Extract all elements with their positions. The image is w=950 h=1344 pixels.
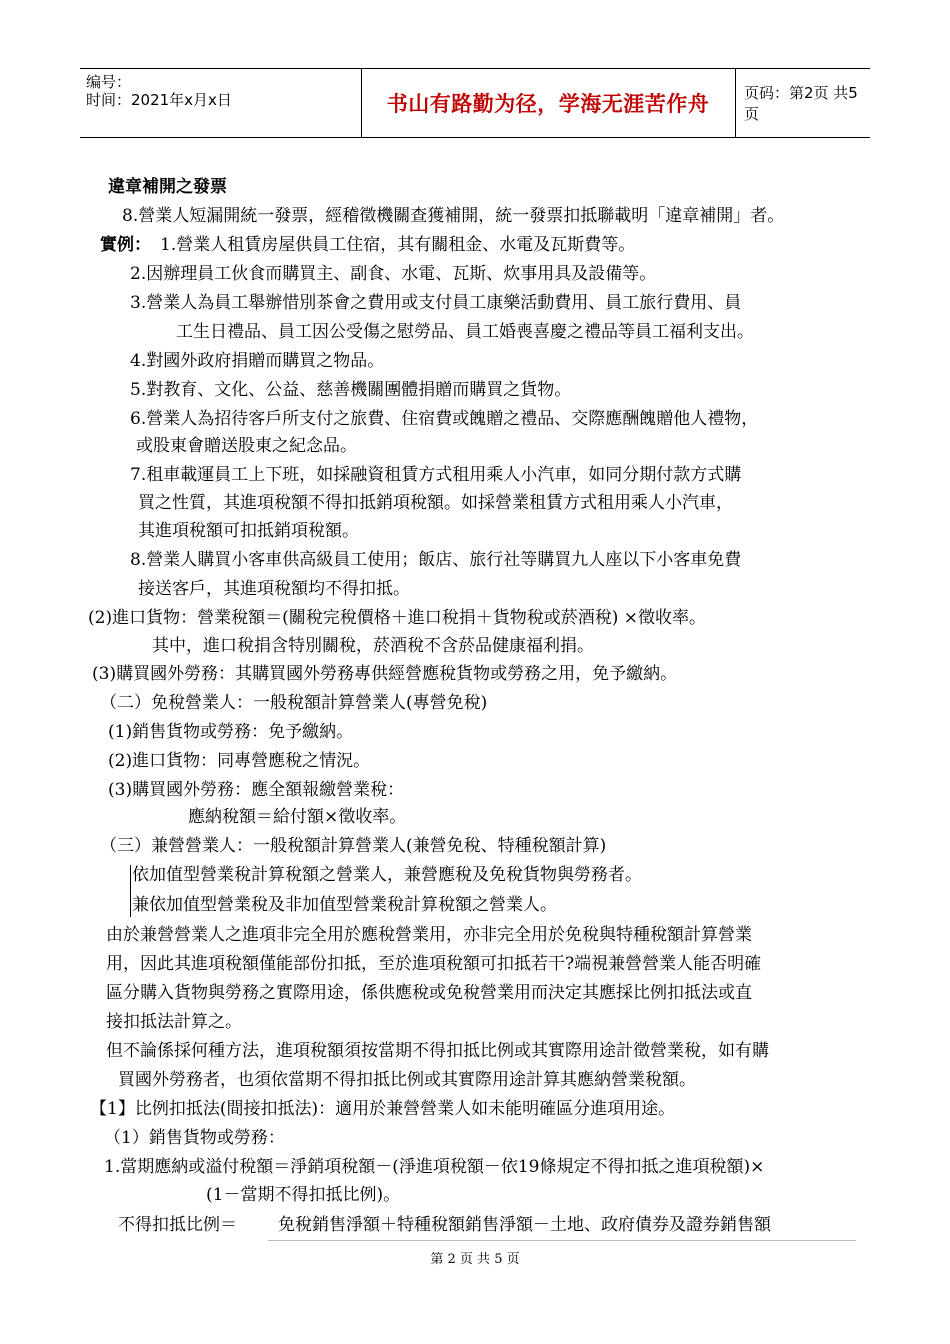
text-line: 1.營業人租賃房屋供員工住宿，其有關租金、水電及瓦斯費等。 [160,235,636,255]
formula-line: (1－當期不得扣抵比例)。 [206,1185,401,1205]
text-line: 接扣抵法計算之。 [106,1012,242,1032]
example-label: 實例： [100,235,151,255]
fraction-numerator: 免稅銷售淨額＋特種稅額銷售淨額－土地、政府債券及證券銷售額 [278,1215,771,1235]
text-line: 3.營業人為員工舉辦惜別茶會之費用或支付員工康樂活動費用、員工旅行費用、員 [130,293,742,313]
text-line: (3)購買國外勞務：其購買國外勞務專供經營應稅貨物或勞務之用，免予繳納。 [92,664,678,684]
text-line: 工生日禮品、員工因公受傷之慰勞品、員工婚喪喜慶之禮品等員工福利支出。 [176,322,754,342]
text-line: 兼依加值型營業稅及非加值型營業稅計算稅額之營業人。 [132,895,557,915]
text-line: 6.營業人為招待客戶所支付之旅費、住宿費或餽贈之禮品、交際應酬餽贈他人禮物， [130,409,759,429]
text-line: 依加值型營業稅計算稅額之營業人，兼營應稅及免稅貨物與勞務者。 [132,865,642,885]
text-line: 5.對教育、文化、公益、慈善機關團體捐贈而購買之貨物。 [130,380,572,400]
text-line: (3)購買國外勞務：應全額報繳營業稅： [108,780,405,800]
header-divider [735,69,736,137]
text-line: （1）銷售貨物或勞務： [104,1128,285,1148]
text-line: 8.營業人短漏開統一發票，經稽徵機關查獲補開，統一發票扣抵聯載明「違章補開」者。 [122,206,785,226]
text-line: 其進項稅額可扣抵銷項稅額。 [138,521,359,541]
text-line: 但不論係採何種方法，進項稅額須按當期不得扣抵比例或其實際用途計徵營業稅，如有購 [106,1041,769,1061]
formula-line: 1.當期應納或溢付稅額＝淨銷項稅額－(淨進項稅額－依19條規定不得扣抵之進項稅額)× [104,1157,765,1177]
text-line: 4.對國外政府捐贈而購買之物品。 [130,351,385,371]
text-line: 其中，進口稅捐含特別關稅，菸酒稅不含菸品健康福利捐。 [152,636,594,656]
text-line: 買國外勞務者，也須依當期不得扣抵比例或其實際用途計算其應納營業稅額。 [118,1070,696,1090]
page-footer: 第 2 页 共 5 页 [430,1252,520,1267]
section-heading: 違章補開之發票 [108,177,227,197]
text-line: 應納稅額＝給付額×徵收率。 [188,807,407,827]
text-line: (1)銷售貨物或勞務：免予繳納。 [108,722,354,742]
text-line: 由於兼營營業人之進項非完全用於應稅營業用，亦非完全用於免稅與特種稅額計算營業 [106,925,752,945]
text-line: （三）兼營營業人：一般稅額計算營業人(兼營免稅、特種稅額計算) [100,836,607,856]
text-line: 7.租車載運員工上下班，如採融資租賃方式租用乘人小汽車，如同分期付款方式購 [130,465,742,485]
text-margin-bar [130,865,131,917]
text-line: 買之性質，其進項稅額不得扣抵銷項稅額。如採營業租賃方式租用乘人小汽車， [138,493,733,513]
header-motto: 书山有路勤为径，学海无涯苦作舟 [386,92,710,116]
text-line: 區分購入貨物與勞務之實際用途，係供應稅或免稅營業用而決定其應採比例扣抵法或直 [106,983,752,1003]
text-line: (2)進口貨物：營業稅額＝(關稅完稅價格＋進口稅捐＋貨物稅或菸酒稅) ×徵收率。 [88,608,706,628]
text-line: 8.營業人購買小客車供高級員工使用；飯店、旅行社等購買九人座以下小客車免費 [130,550,742,570]
page-header [80,68,870,138]
doc-number-label: 编号： [86,73,132,91]
text-line: 【1】比例扣抵法(間接扣抵法)：適用於兼營營業人如未能明確區分進項用途。 [90,1099,676,1119]
text-line: 用，因此其進項稅額僅能部份扣抵，至於進項稅額可扣抵若干?端視兼營營業人能否明確 [106,954,762,974]
header-page-info: 页码：第2页 共5页 [744,84,858,123]
text-line: (2)進口貨物：同專營應稅之情況。 [108,751,371,771]
doc-date-label: 时间：2021年x月x日 [86,91,232,109]
fraction-label: 不得扣抵比例＝ [118,1215,237,1235]
fraction-bar [268,1240,856,1241]
text-line: 2.因辦理員工伙食而購買主、副食、水電、瓦斯、炊事用具及設備等。 [130,264,657,284]
text-line: （二）免稅營業人：一般稅額計算營業人(專營免稅) [100,693,488,713]
text-line: 或股東會贈送股東之紀念品。 [136,436,357,456]
header-meta [80,69,280,137]
text-line: 接送客戶，其進項稅額均不得扣抵。 [138,579,410,599]
